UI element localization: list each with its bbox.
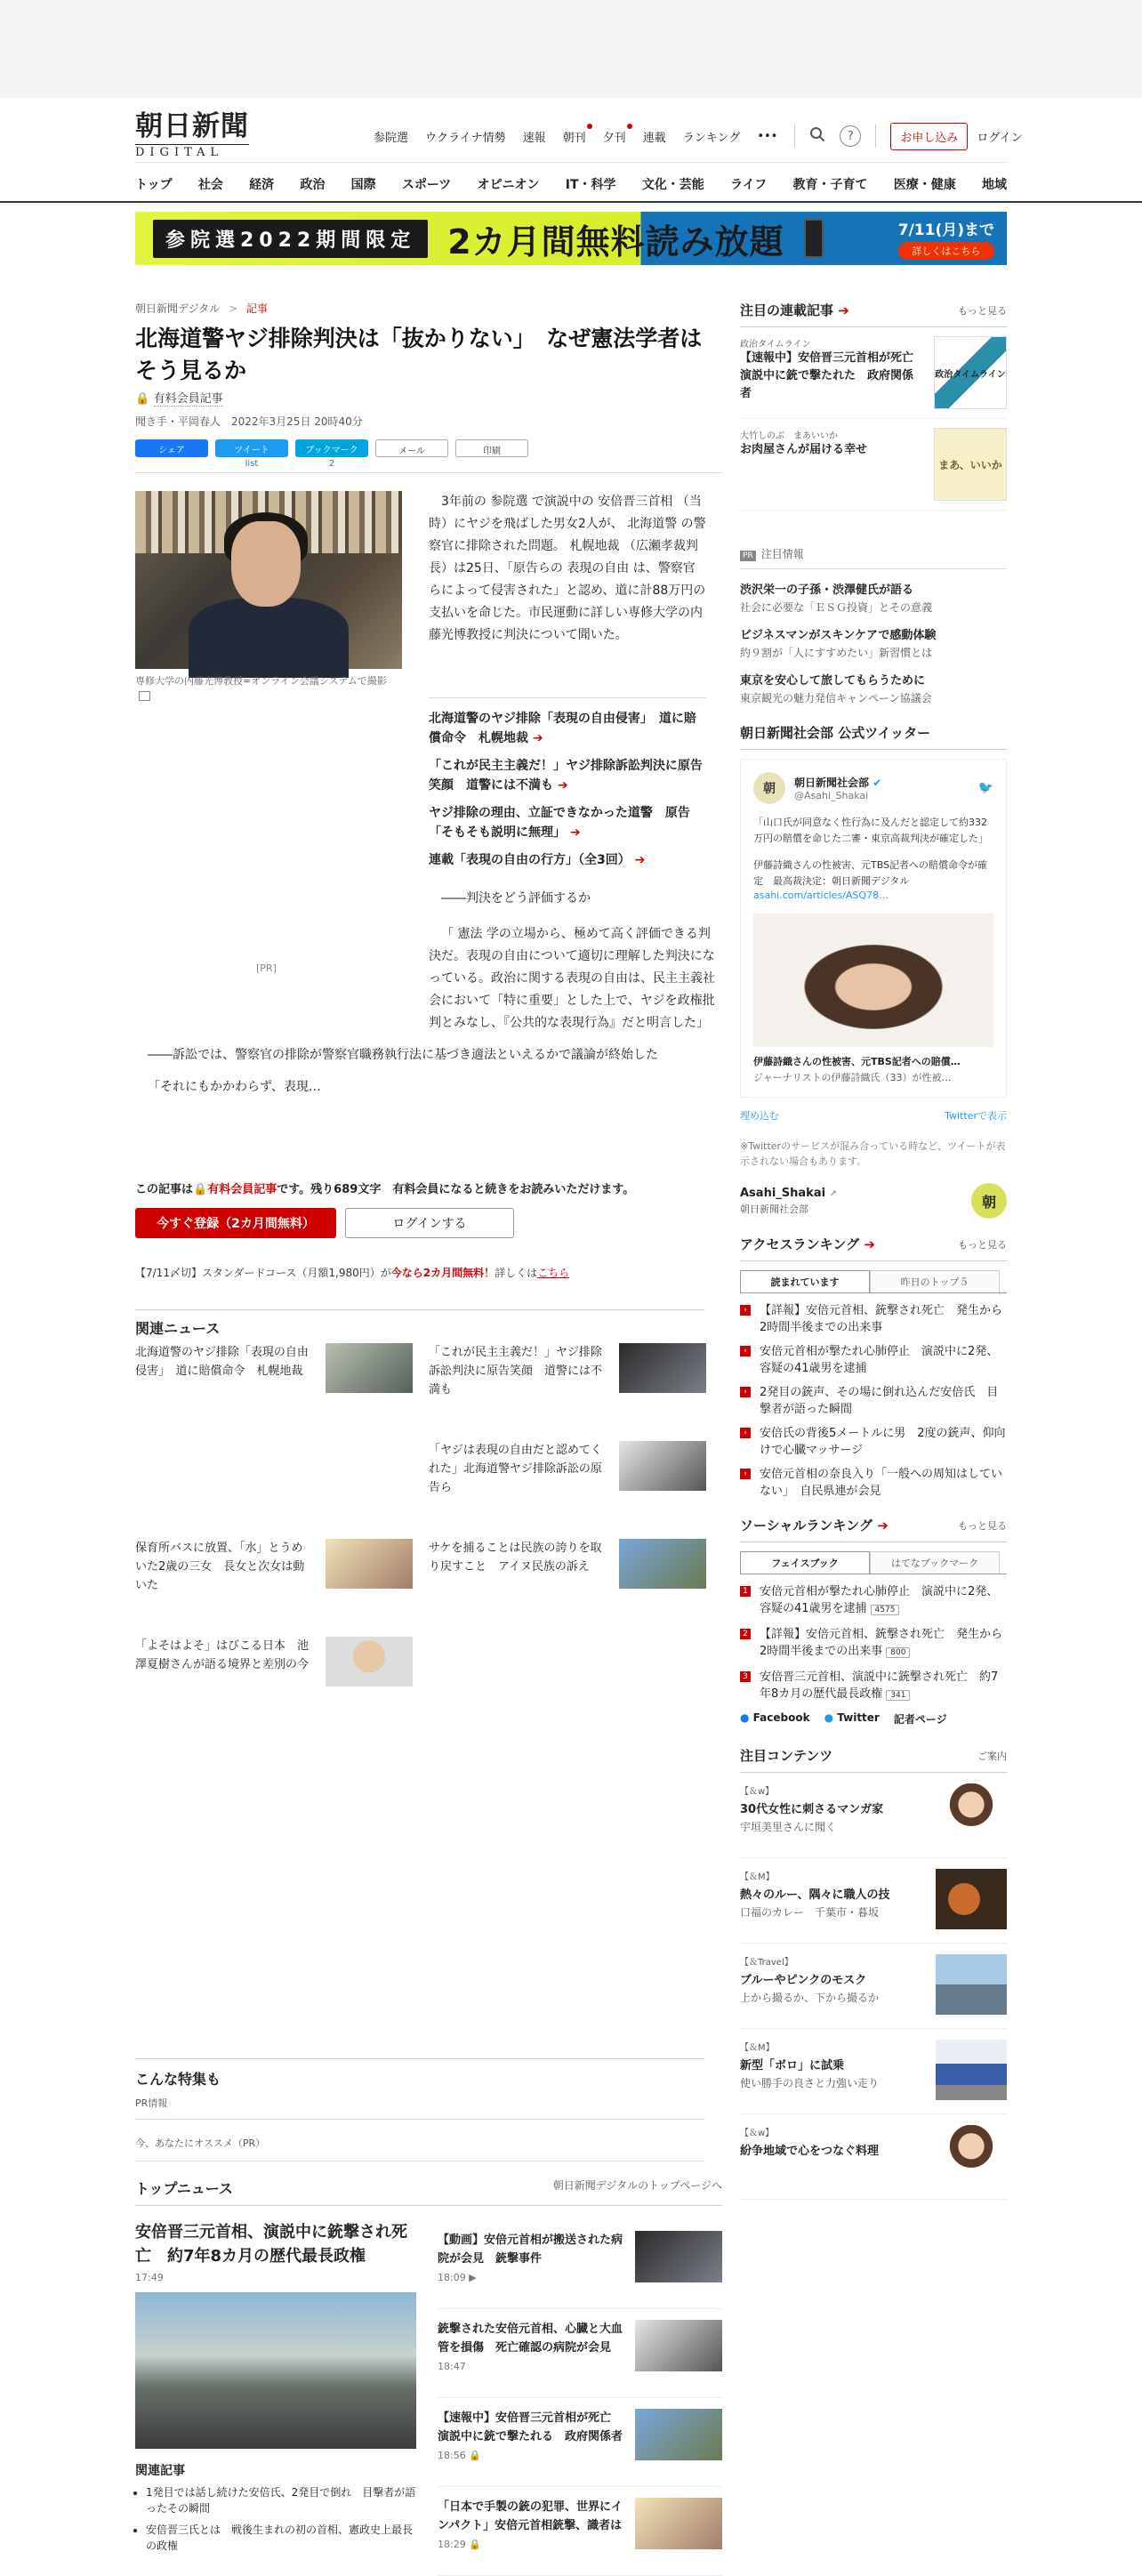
access-ranking [740,1235,1007,1500]
top-page-link[interactable]: 朝日新聞デジタルのトップページへ [552,2179,722,2192]
category-item[interactable]: ライフ [730,178,768,192]
thumbnail [635,2409,722,2460]
related-news-item[interactable]: サケを捕ることは民族の誇りを取り戻すこと アイヌ民族の訴え [429,1539,710,1610]
top-news-item[interactable]: 「日本で手製の銃の犯罪、世界にインパクト」安倍元首相銃撃、識者は 18:29 🔒 [438,2487,722,2576]
bookmark-count[interactable]: 2 [328,459,335,469]
serial-more-link[interactable]: もっと見る [958,304,1007,317]
search-icon[interactable] [809,126,825,146]
banner-main-text: 2カ月間無料読み放題 [447,221,784,262]
breadcrumb-current[interactable]: 記事 [246,302,269,315]
chevron-right-icon: > [229,302,238,315]
social-ranking-item[interactable]: 3 安倍晋三元首相、演説中に銃撃され死亡 約7年8カ月の歴代最長政権 341 [740,1669,1007,1704]
top-news-item[interactable]: 銃撃された安倍元首相、心臓と大血管を損傷 死亡確認の病院が会見 18:47 [438,2309,722,2398]
category-item[interactable]: 国際 [350,178,376,192]
thumbnail [936,2040,1007,2100]
category-item[interactable]: 社会 [197,178,223,192]
banner-left-text: 参院選2022期間限定 [153,220,428,258]
thumbnail [635,2498,722,2549]
sponsored-item[interactable]: 渋沢栄一の子孫・渋澤健氏が語る 社会に必要な「ＥＳＧ投資」とその意義 [740,584,933,614]
promo-link[interactable]: こちら [537,1267,570,1279]
social-ranking-item[interactable]: 1 安倍元首相が撃たれ心肺停止 演説中に2発、容疑の41歳男を逮捕 4575 [740,1583,1007,1619]
top-news-list [438,2220,722,2576]
facebook-icon: ● [740,1711,750,1724]
arrow-right-icon: ➔ [532,731,543,745]
lock-icon: 🔒 [469,2450,481,2461]
verified-icon: ✔ [873,777,882,789]
twitter-link[interactable]: ● Twitter [824,1711,880,1724]
twitter-section [740,723,1007,1219]
top-news-heading: トップニュース [135,2180,233,2197]
embed-link[interactable]: 埋め込む [740,1110,779,1122]
related-link[interactable]: ヤジ排除の理由、立証できなかった道警 原告「そもそも説明に無理」 ➔ [429,806,690,840]
related-link[interactable]: 北海道警のヤジ排除「表現の自由侵害」 道に賠償命令 札幌地裁 ➔ [429,712,696,745]
util-nav-item[interactable]: 速報 [522,131,546,145]
util-nav-item[interactable]: 連載 [642,131,666,145]
access-ranking-heading: アクセスランキング [740,1236,860,1252]
more-menu-icon[interactable]: ••• [757,129,778,143]
twitter-bird-icon: 🐦 [977,781,993,795]
top-news-photo [135,2292,416,2449]
features-heading: こんな特集も [135,2058,704,2089]
attention-heading: 注目コンテンツ [740,1748,833,1764]
thumbnail [635,2320,722,2371]
tweet-card-photo [753,914,993,1047]
attention-item[interactable]: 【＆M】 新型「ボロ」に試乗 使い勝手の良さと力強い走り [740,2029,1007,2114]
thumbnail [326,1637,413,1686]
social-ranking-item[interactable]: 2 【詳報】安倍元首相、銃撃され死亡 発生から2時間半後までの出来事 800 [740,1626,1007,1662]
subscribe-button[interactable]: お申し込み [890,123,968,150]
thumbnail [936,1954,1007,2015]
attention-contents [740,1746,1007,2200]
promo-text: 【7/11〆切】スタンダードコース（月額1,980円）が今なら2カ月間無料！詳しくはこちら [135,1267,570,1279]
answer-paragraph: 「 憲法 学の立場から、極めて高く評価できる判決だ。表現の自由について適切に理解した判決になっている。政治に関する表現の自由は、民主主義社会において「特に重要」とした上で、ヤジを政権批判とみなし、『公共的な表現行為』だと明言した」 [429,927,715,1030]
tab-yesterday-top5[interactable]: 昨日のトップ５ [870,1270,1000,1292]
category-item[interactable]: 地域 [981,178,1007,192]
pr-icon: PR [740,551,756,561]
profile-avatar: 朝 [971,1183,1007,1219]
social-ranking-heading: ソーシャルランキング [740,1517,873,1534]
article-photo[interactable] [135,491,402,669]
login-link[interactable]: ログイン [977,131,1023,145]
arrow-right-icon: ➔ [838,302,849,318]
category-item[interactable]: 政治 [300,178,326,192]
hatena-bookmark-button[interactable]: ブックマーク [295,439,368,457]
site-header [0,98,1142,203]
category-item[interactable]: トップ [135,178,173,192]
serial-item[interactable]: 大竹しのぶ まあいいか お肉屋さんが届ける幸せ まあ、いいか [740,419,1007,511]
photo-caption: 専修大学の内藤光博教授=オンライン会議システムで撮影 [135,674,402,703]
related-article-link[interactable]: • 1発目では話し続けた安倍氏、2発目で倒れ 目撃者が語ったその瞬間 [146,2484,416,2516]
tab-hatena[interactable]: はてなブックマーク [870,1551,1000,1574]
lead-paragraph: 3年前の 参院選 で演説中の 安倍晋三首相 （当時）にヤジを飛ばした男女2人が、 北海道警 の警察官に排除された問題。 札幌地裁 （広瀬孝裁判長）は25日、「原告らの 表現の自由 は、警察官らによって侵害された」と認め、道に計88万円の支払いを命じた。市民運動に詳しい専修大学の内藤光博教授に判決について聞いた。 [429,495,706,642]
category-item[interactable]: 医療・健康 [893,178,956,192]
article-lead [429,491,706,647]
related-article-link[interactable]: • 安倍晋三氏とは 戦後生まれの初の首相、憲政史上最長の政権 [146,2522,416,2554]
utility-nav [374,123,1023,149]
external-link-icon: ↗ [829,1188,837,1199]
ranking-more-link[interactable]: もっと見る [958,1238,1007,1251]
top-news-item[interactable]: 【速報中】安倍晋三元首相が死亡 演説中に銃で撃たれる 政府関係者 18:56 🔒 [438,2398,722,2487]
thumbnail [326,1343,413,1393]
ranking-item[interactable]: › 安倍元首相の奈良入り「一般への周知はしていない」 自民県連が会見 [740,1466,1007,1500]
thumbnail [619,1343,706,1393]
category-item[interactable]: 文化・芸能 [641,178,704,192]
attention-item[interactable]: 【＆w】 紛争地域で心をつなぐ料理 [740,2114,1007,2200]
facebook-link[interactable]: ● Facebook [740,1711,810,1724]
arrow-right-icon: ➔ [569,825,581,840]
related-link[interactable]: 「これが民主主義だ！」ヤジ排除訴訟判決に原告笑顔 道警には不満も ➔ [429,759,703,793]
related-link[interactable]: 連載「表現の自由の行方」（全3回） ➔ [429,853,646,867]
thumbnail [619,1441,706,1491]
thumbnail [635,2231,722,2282]
reporter-page-link[interactable]: 記者ページ [893,1713,947,1726]
arrow-right-icon: ➔ [877,1517,889,1534]
mail-share-button[interactable]: メール [375,439,448,457]
related-news-item[interactable]: 「よそはよそ」はびこる日本 池澤夏樹さんが語る境界と差別の今 [135,1637,416,1708]
category-nav [135,162,1007,201]
related-links [429,697,706,878]
arrow-right-icon: ➔ [634,853,646,867]
thumbnail [326,1539,413,1589]
category-item[interactable]: IT・科学 [565,178,616,192]
divider [794,125,795,148]
sponsored-section [740,546,1007,705]
lock-icon: 🔒 [469,2539,481,2550]
ad-label: [PR] [256,962,277,974]
byline: 聞き手・平岡春人 2022年3月25日 20時40分 [135,415,363,428]
util-nav-item[interactable]: 参院選 [374,131,409,145]
social-ranking [740,1516,1007,1727]
divider [875,125,876,148]
serial-item[interactable]: 政治タイムライン 【速報中】安倍晋三元首相が死亡 演説中に銃で撃たれた 政府関係者 政治タイムライン [740,327,1007,419]
share-bar [135,439,722,457]
thumbnail [936,2125,1007,2186]
tab-facebook[interactable]: フェイスブック [740,1551,870,1574]
top-news-header [135,2178,722,2206]
related-news-heading: 関連ニュース [135,1309,704,1338]
share-counts [135,459,722,469]
breadcrumb [135,301,722,316]
ranking-item[interactable]: › 安倍氏の背後5メートルに男 2度の銃声、仰向けで心臓マッサージ [740,1425,1007,1459]
register-button[interactable]: 今すぐ登録（2カ月間無料） [135,1208,336,1238]
login-button[interactable]: ログインする [345,1208,514,1238]
divider [135,472,722,473]
banner-cta-button[interactable]: 詳しくはこちら [898,242,994,260]
thumbnail [936,1783,1007,1844]
attention-item[interactable]: 【＆Travel】 ブルーやピンクのモスク 上から撮るか、下から撮るか [740,1944,1007,2029]
article-title: 北海道警ヤジ排除判決は「抜かりない」 なぜ憲法学者はそう見るか [135,326,703,383]
banner-date: 7/11(月)まで [897,221,994,239]
serial-header [740,301,1007,327]
util-nav-item[interactable]: 夕刊 [603,128,626,145]
attention-item[interactable]: 【＆w】 30代女性に刺さるマンガ家 宇垣美里さんに聞く [740,1773,1007,1858]
question-2: ――訴訟では、警察官の排除が警察官職務執行法に基づき適法といえるかで議論が終始した [148,1048,658,1062]
campaign-banner[interactable] [135,212,1007,265]
ranking-item[interactable]: › 【詳報】安倍元首相、銃撃され死亡 発生から2時間半後までの出来事 [740,1302,1007,1336]
sponsored-heading: 注目情報 [760,548,804,560]
lock-icon: 🔒 [135,392,150,406]
article-body [135,923,722,1108]
top-news-item[interactable]: 【動画】安倍元首相が搬送された病院が会見 銃撃事件 18:09 ▶ [438,2220,722,2309]
paywall-message: この記事は🔒有料会員記事です。残り689文字 有料会員になると続きをお読みいただけます。 [135,1183,635,1196]
article-column [135,301,722,2552]
view-on-twitter-link[interactable]: Twitterで表示 [945,1110,1007,1122]
util-nav-item[interactable]: ランキング [682,131,741,145]
category-item[interactable]: 経済 [249,178,275,192]
twitter-heading: 朝日新聞社会部 公式ツイッター [740,723,1007,750]
category-item[interactable]: オピニオン [477,178,540,192]
phone-icon [804,219,824,258]
tweet-count[interactable]: list [245,459,259,469]
twitter-icon: ● [824,1711,834,1724]
twitter-share-button[interactable]: ツイート [215,439,288,457]
top-news [135,2178,722,2552]
lock-icon: 🔒 [193,1183,208,1196]
arrow-right-icon: ➔ [557,778,568,793]
sponsored-item[interactable]: ビジネスマンがスキンケアで感動体験 約９割が「人にすすめたい」新習慣とは [740,629,937,659]
serial-thumbnail: まあ、いいか [934,428,1007,501]
logo-main: 朝日新聞 [135,110,249,142]
browser-top-gap [0,0,1142,98]
help-icon[interactable]: ? [840,125,861,147]
pr-info: PR情報 [135,2089,704,2120]
tweet-link[interactable]: asahi.com/articles/ASQ78… [753,890,889,901]
ranking-item[interactable]: › 2発目の銃声、その場に倒れ込んだ安倍氏 目撃者が語った瞬間 [740,1384,1007,1418]
recommend-label: 今、あなたにオススメ（PR） [135,2127,704,2161]
answer-paragraph: 「それにもかかわらず、表現… [148,1080,321,1094]
features-section [135,2058,704,2161]
attention-info-link[interactable]: ご案内 [977,1750,1007,1762]
category-item[interactable]: 教育・子育て [792,178,868,192]
attention-item[interactable]: 【＆M】 熱々のルー、隅々に職人の技 口福のカレー 千葉市・暮坂 [740,1858,1007,1944]
site-logo[interactable] [135,110,251,159]
thumbnail [619,1539,706,1589]
related-news-item[interactable]: 「これが民主主義だ！」ヤジ排除訴訟判決に原告笑顔 道警には不満も [429,1343,710,1414]
print-button[interactable]: 印刷 [455,439,528,457]
util-nav-item[interactable]: ウクライナ情勢 [425,131,506,145]
twitter-note: ※Twitterのサービスが混み合っている時など、ツイートが表示されない場合もあります。 [740,1140,1006,1167]
enlarge-photo-icon[interactable] [139,691,150,701]
util-nav-item[interactable]: 朝刊 [563,128,586,145]
breadcrumb-home[interactable]: 朝日新聞デジタル [135,302,221,315]
social-more-link[interactable]: もっと見る [958,1519,1007,1532]
thumbnail [936,1869,1007,1929]
top-news-related: 関連記事 • 1発目では話し続けた安倍氏、2発目で倒れ 目撃者が語ったその瞬間 • 安倍晋三氏とは 戦後生まれの初の首相、憲政史上最長の政権 [135,2461,416,2554]
video-icon: ▶ [469,2272,477,2283]
twitter-avatar: 朝 [753,772,785,804]
category-item[interactable]: スポーツ [401,178,452,192]
tweet-card[interactable]: 朝 朝日新聞社会部 ✔ @Asahi_Shakai 🐦 「山口氏が同意なく性行為に及んだと認定して約332万円の賠償を命じた二審・東京高裁判決が確定した」 伊藤詩織さんの性被害、元TBS記者への賠償命令が確定 最高裁決定：朝日新聞デジタル asahi.com/articles/ASQ78… 伊藤詩織さんの性被害、元TBS記者への賠償… ジャーナリストの伊藤詩織氏（33）が性被… [740,759,1007,1098]
facebook-share-button[interactable]: シェア [135,439,208,457]
premium-badge[interactable]: 有料会員記事 [154,389,223,407]
banner-cta [898,217,994,260]
question-1: ――判決をどう評価するか [441,891,591,906]
sidebar [740,301,1007,2200]
logo-sub: DIGITAL [135,144,249,159]
related-news-item[interactable]: 「ヤジは表現の自由だと認めてくれた」北海道警ヤジ排除訴訟の原告ら [429,1441,710,1512]
serial-heading: 注目の連載記事 [740,302,834,318]
related-news-item[interactable]: 保育所バスに放置、「水」とうめいた2歳の三女 長女と次女は動いた [135,1539,416,1610]
twitter-profile[interactable]: Asahi_Shakai ↗ 朝日新聞社会部 朝 [740,1183,1007,1219]
related-news-item[interactable]: 北海道警のヤジ排除「表現の自由侵害」 道に賠償命令 札幌地裁 [135,1343,416,1414]
arrow-right-icon: ➔ [864,1236,875,1252]
sponsored-item[interactable]: 東京を安心して旅してもらうために 東京観光の魅力発信キャンペーン協議会 [740,674,932,704]
top-news-main[interactable]: 安倍晋三元首相、演説中に銃撃され死亡 約7年8カ月の歴代最長政権 17:49 関連記事 • 1発目では話し続けた安倍氏、2発目で倒れ 目撃者が語ったその瞬間 • 安倍晋三氏とは 戦後生まれの初の首相、憲政史上最長の政権 [135,2220,416,2554]
ranking-item[interactable]: › 安倍元首相が撃たれ心肺停止 演説中に2発、容疑の41歳男を逮捕 [740,1343,1007,1377]
serial-thumbnail: 政治タイムライン [934,336,1007,409]
tab-most-read[interactable]: 読まれています [740,1270,870,1292]
